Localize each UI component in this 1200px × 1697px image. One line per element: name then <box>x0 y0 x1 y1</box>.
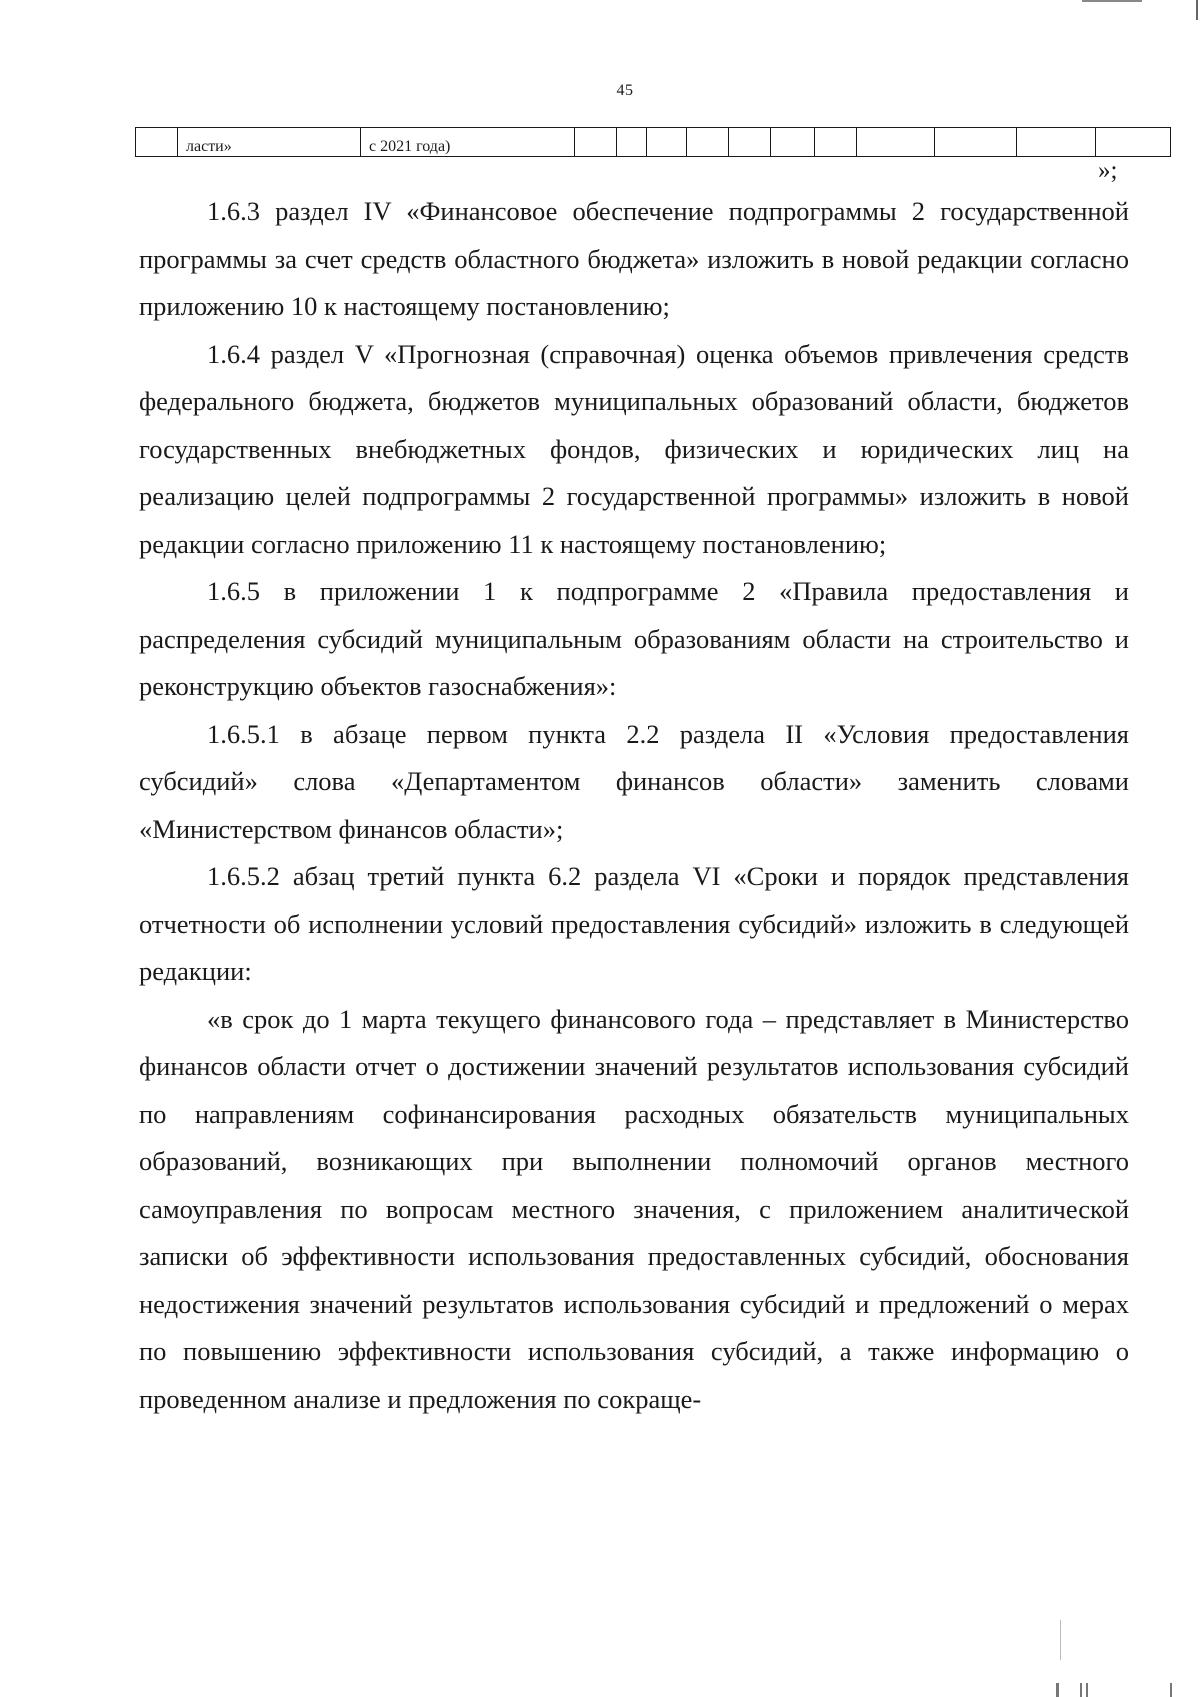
paragraph-1-6-5-1: 1.6.5.1 в абзаце первом пункта 2.2 раздела II «Условия предоставления субсидий» слова «Департаментом финансов области» заменить словами «Министерством финансов области»; <box>139 718 1129 844</box>
scan-artifact-bottom-edge <box>1170 1683 1172 1697</box>
scan-artifact-bottom-right-3 <box>1086 1683 1088 1697</box>
table-cell <box>1017 128 1096 157</box>
scan-artifact-right-bottom <box>1060 1620 1061 1660</box>
table-cell <box>729 128 771 157</box>
scan-artifact-bottom-right-2 <box>1080 1683 1082 1697</box>
quoted-new-text: «в срок до 1 марта текущего финансового года – представляет в Министерство финансов области отчет о достижении значений результатов использования субсидий по направлениям софинансирования расходных обязательств муниципальных образований, возникающих при выполнении полномочий органов местного самоуправления по вопросам местного значения, с приложением аналитической записки об эффективности использования предоставленных субсидий, обоснования недостижения значений результатов использования субсидий и предложений о мерах по повышению эффективности использования субсидий, а также информацию о проведенном анализе и предложения по сокраще- <box>139 1003 1129 1414</box>
table-cell <box>617 128 647 157</box>
table-cell <box>575 128 617 157</box>
paragraph-1-6-4: 1.6.4 раздел V «Прогнозная (справочная) оценка объемов привлечения средств федерального бюджета, бюджетов муниципальных образований области, бюджетов государственных внебюджетных фондов, физических и юридических лиц на реализацию целей подпрограммы 2 государственной программы» изложить в новой редакции согласно приложению 11 к настоящему постановлению; <box>139 338 1129 559</box>
table-cell <box>935 128 1017 157</box>
paragraph-1-6-5: 1.6.5 в приложении 1 к подпрограмме 2 «Правила предоставления и распределения субсидий муниципальным образованиям области на строительство и реконструкцию объектов газоснабжения»: <box>139 576 1129 701</box>
table-cell <box>647 128 687 157</box>
table-cell: с 2021 года) <box>361 128 575 157</box>
table-cell <box>815 128 857 157</box>
scan-artifact-right-edge <box>1196 0 1198 20</box>
document-body <box>139 188 1129 1423</box>
scan-artifact-bottom-right <box>1056 1683 1059 1697</box>
table-cell <box>771 128 815 157</box>
paragraph-1-6-3: 1.6.3 раздел IV «Финансовое обеспечение подпрограммы 2 государственной программы за счет средств областного бюджета» изложить в новой редакции согласно приложению 10 к настоящему постановлению; <box>139 196 1129 321</box>
scan-artifact-top-right <box>1082 0 1142 2</box>
table-cell <box>857 128 935 157</box>
table-cell <box>1096 128 1171 157</box>
closing-quote-mark: »; <box>1098 157 1118 184</box>
table-cell: ласти» <box>178 128 361 157</box>
page-number: 45 <box>616 82 634 99</box>
table-row <box>136 128 1171 157</box>
table-fragment <box>135 127 1171 157</box>
table-cell <box>687 128 729 157</box>
paragraph-1-6-5-2: 1.6.5.2 абзац третий пункта 6.2 раздела VI «Сроки и порядок представления отчетности об исполнении условий предоставления субсидий» изложить в следующей редакции: <box>139 861 1129 986</box>
table-cell <box>136 128 178 157</box>
